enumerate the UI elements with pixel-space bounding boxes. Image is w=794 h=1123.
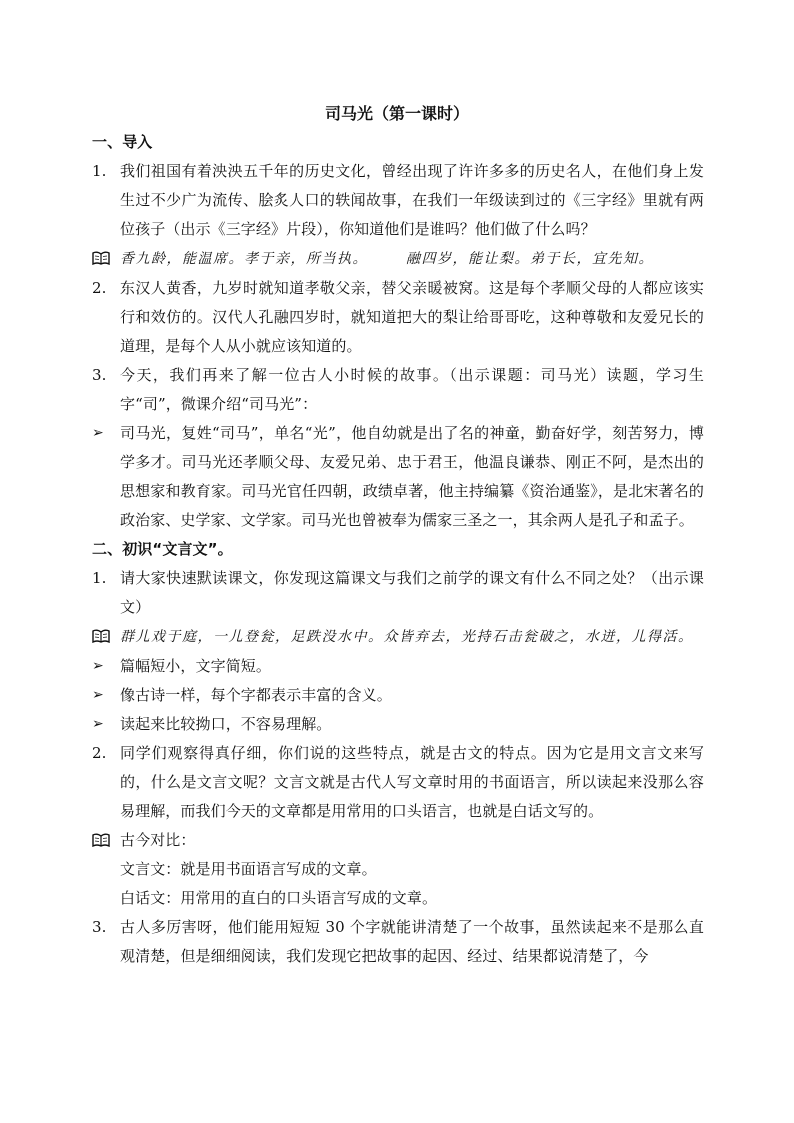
item-number: 1.	[92, 162, 107, 180]
paragraph-text: 东汉人黄香，九岁时就知道孝敬父亲，替父亲暖被窝。这是每个孝顺父母的人都应该实行和效仿的。汉代人孔融四岁时，就知道把大的梨让给哥哥吃，这种尊敬和友爱兄长的道理，是每个人从小就应该知道的。	[120, 279, 704, 355]
bullet-feature-2	[92, 681, 704, 710]
item-number: 3.	[92, 918, 107, 936]
item-number: 3.	[92, 366, 107, 384]
paragraph-2	[92, 274, 704, 361]
open-book-icon	[92, 622, 114, 651]
paragraph-1	[92, 157, 704, 244]
paragraph-text: 今天，我们再来了解一位古人小时候的故事。（出示课题：司马光）读题，学习生字“司”，微课介绍“司马光”：	[120, 366, 704, 413]
arrow-bullet-icon: ➢	[92, 687, 104, 703]
bullet-text: 篇幅短小，文字简短。	[120, 657, 272, 675]
paragraph-text: 同学们观察得真仔细，你们说的这些特点，就是古文的特点。因为它是用文言文来写的，什么是文言文呢？文言文就是古代人写文章时用的书面语言，所以读起来没那么容易理解，而我们今天的文章都是用常用的口头语言，也就是白话文写的。	[120, 744, 704, 820]
paragraph-5	[92, 739, 704, 826]
quote-text-a: 香九龄，能温席。孝于亲，所当执。	[120, 251, 368, 267]
quote-text-b: 融四岁，能让梨。弟于长，宜先知。	[406, 251, 654, 267]
section-heading-classical: 二、初识“文言文”。	[92, 540, 233, 558]
bullet-feature-3	[92, 710, 704, 739]
bullet-text: 司马光，复姓“司马”，单名“光”，他自幼就是出了名的神童，勤奋好学，刻苦努力，博学多才。司马光还孝顺父母、友爱兄弟、忠于君王，他温良谦恭、刚正不阿，是杰出的思想家和教育家。司马光官任四朝，政绩卓著，他主持编纂《资治通鉴》，是北宋著名的政治家、史学家、文学家。司马光也曾被奉为儒家三圣之一，其余两人是孔子和孟子。	[120, 424, 704, 529]
quote-lesson-text	[92, 622, 704, 652]
bullet-feature-1	[92, 652, 704, 681]
item-number: 2.	[92, 744, 107, 762]
page-title: 司马光（第一课时）	[324, 104, 469, 123]
compare-line-vernacular: 白话文：用常用的直白的口头语言写成的文章。	[120, 889, 438, 907]
arrow-bullet-icon: ➢	[92, 658, 104, 674]
compare-block	[92, 826, 704, 855]
bullet-text: 读起来比较拗口，不容易理解。	[120, 715, 332, 733]
paragraph-4	[92, 564, 704, 622]
paragraph-text: 请大家快速默读课文，你发现这篇课文与我们之前学的课文有什么不同之处？（出示课文）	[120, 569, 704, 616]
paragraph-text: 我们祖国有着泱泱五千年的历史文化，曾经出现了许许多多的历史名人，在他们身上发生过不少广为流传、脍炙人口的轶闻故事，在我们一年级读到过的《三字经》里就有两位孩子（出示《三字经》片段），你知道他们是谁吗？他们做了什么吗？	[120, 162, 704, 238]
arrow-bullet-icon: ➢	[92, 425, 104, 441]
compare-label: 古今对比：	[120, 831, 196, 849]
bullet-sima-guang-intro	[92, 419, 704, 535]
paragraph-6	[92, 913, 704, 971]
quote-sanzijing	[92, 244, 704, 274]
section-heading-intro: 一、导入	[92, 133, 153, 151]
compare-line-classical: 文言文：就是用书面语言写成的文章。	[120, 860, 377, 878]
item-number: 2.	[92, 279, 107, 297]
paragraph-3	[92, 361, 704, 419]
paragraph-text: 古人多厉害呀，他们能用短短 30 个字就能讲清楚了一个故事，虽然读起来不是那么直观清楚，但是细细阅读，我们发现它把故事的起因、经过、结果都说清楚了，今	[120, 918, 704, 965]
item-number: 1.	[92, 569, 107, 587]
document-body	[92, 128, 704, 971]
open-book-icon	[92, 826, 114, 855]
bullet-text: 像古诗一样，每个字都表示丰富的含义。	[120, 686, 392, 704]
open-book-icon	[92, 244, 114, 273]
arrow-bullet-icon: ➢	[92, 716, 104, 732]
quote-text: 群儿戏于庭，一儿登瓮，足跌没水中。众皆弃去，光持石击瓮破之，水迸，儿得活。	[120, 629, 694, 645]
